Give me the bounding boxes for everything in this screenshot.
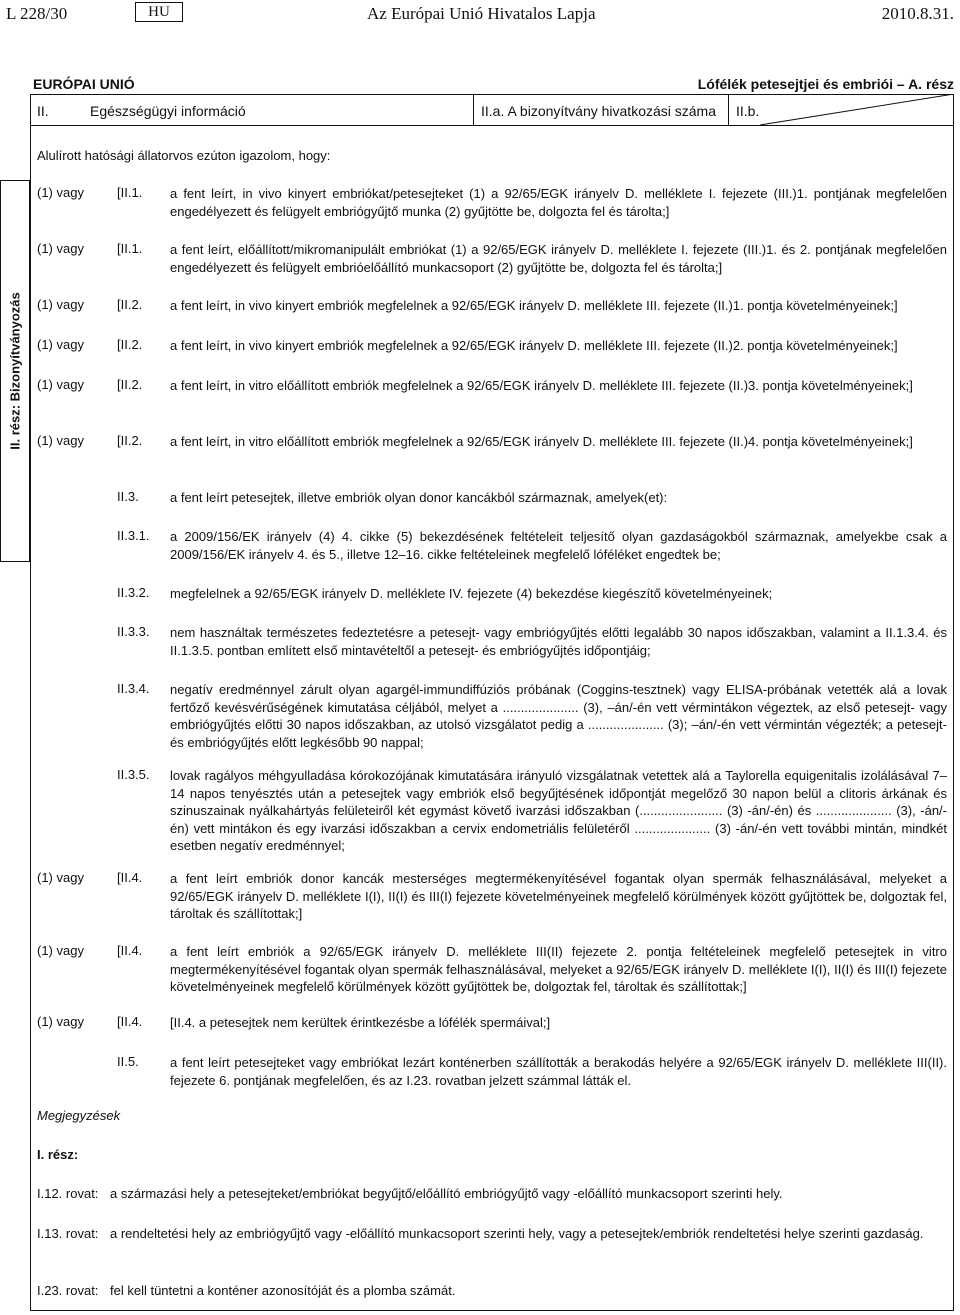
item-alternative-marker: (1) vagy [37, 241, 84, 256]
item-alternative-marker: (1) vagy [37, 1014, 84, 1029]
item-code: [II.4. [117, 1014, 143, 1029]
item-text: a fent leírt, in vivo kinyert embriókat/petesejteket (1) a 92/65/EGK irányelv D. melléklete I. fejezete (III.)1. pontjának megfelelően engedélyezett és felügyelt embriógyűjtő munka (2) gyűjtötte be, dolgozta fel és tárolta;] [170, 186, 947, 219]
reference-b-label: II.b. [736, 103, 760, 119]
publication-date: 2010.8.31. [881, 4, 954, 23]
item-code: II.3.4. [117, 681, 150, 696]
item-code: [II.2. [117, 337, 143, 352]
page-header [0, 0, 960, 34]
item-text: a fent leírt petesejteket vagy embriókat lezárt konténerben szállították a berakodás helyére a 92/65/EGK irányelv D. melléklete III(II). fejezete 6. pontjának megfelelően, és az I.23. rovatban jelzett számmal látták el. [170, 1055, 947, 1088]
part-label: Egészségügyi információ [90, 103, 246, 119]
notes-heading: Megjegyzések [37, 1108, 121, 1123]
reference-number-label: II.a. A bizonyítvány hivatkozási száma [481, 103, 717, 119]
page-ref: L 228/30 [6, 4, 68, 23]
item-text: a fent leírt, előállított/mikromanipulált embriókat (1) a 92/65/EGK irányelv D. melléklete I. fejezete (III.)1. és 2. pontjának megfelelően engedélyezett és felügyelt embrióelőállító munkacsoport (2) gyűjtötte be, dolgozta fel és tárolta;] [170, 242, 947, 275]
item-code: [II.1. [117, 241, 143, 256]
language-badge: HU [135, 2, 183, 22]
journal-title: Az Európai Unió Hivatalos Lapja [367, 4, 596, 23]
item-text: lovak ragályos méhgyulladása kórokozójának kimutatására irányuló vizsgálatnak vetettek alá a Taylorella equigenitalis izolálásával 7–14 napos tenyésztés után a petesejtek vagy embriók első begyűjtésének időpontját megelőző 30 napon belül a clitoris árkának és szinuszainak nyálkahártyás felületeiről két egymást követő ivarzási időszakban (....................... (3) -án/-én) és ..................... (3), -án/-én) vett mintákon és egy ivarzási időszakban a cervix endometriális felületéről ..................... (3) -án/-én vett további mintán, mindkét esetben negatív eredménnyel; [170, 768, 947, 853]
item-text: nem használtak természetes fedeztetésre a petesejt- vagy embriógyűjtés előtti legalább 30 napos időszakban, valamint a II.1.3.4. és II.1.3.5. pontban említett első mintavételtől a petesejt- és embriógyűjtés időpontjáig; [170, 625, 947, 658]
item-code: [II.2. [117, 433, 143, 448]
item-code: II.3. [117, 489, 139, 504]
item-text: megfelelnek a 92/65/EGK irányelv D. melléklete IV. fejezete (4) bekezdése kiegészítő követelményeinek; [170, 586, 773, 601]
item-code: II.3.1. [117, 528, 150, 543]
intro-text: Alulírott hatósági állatorvos ezúton igazolom, hogy: [37, 148, 331, 163]
note-text: a származási hely a petesejteket/embriókat begyűjtő/előállító embriógyűjtő vagy -előállító munkacsoport szerinti hely. [110, 1186, 783, 1201]
item-text: a fent leírt, in vitro előállított embriók megfelelnek a 92/65/EGK irányelv D. melléklete III. fejezete (II.)4. pontja követelményeinek;] [170, 434, 913, 449]
item-text: a fent leírt petesejtek, illetve embriók olyan donor kancákból származnak, amelyek(et): [170, 490, 668, 505]
org-name: EURÓPAI UNIÓ [33, 76, 135, 92]
item-alternative-marker: (1) vagy [37, 870, 84, 885]
item-alternative-marker: (1) vagy [37, 337, 84, 352]
item-alternative-marker: (1) vagy [37, 185, 84, 200]
item-code: [II.2. [117, 297, 143, 312]
note-label: I.12. rovat: [37, 1186, 99, 1201]
item-text: a fent leírt, in vivo kinyert embriók megfelelnek a 92/65/EGK irányelv D. melléklete III. fejezete (II.)1. pontja követelményeinek;] [170, 298, 898, 313]
notes-part-label: I. rész: [37, 1147, 79, 1162]
note-label: I.23. rovat: [37, 1283, 99, 1298]
item-alternative-marker: (1) vagy [37, 943, 84, 958]
side-label: II. rész: Bizonyítványozás [7, 292, 23, 450]
item-alternative-marker: (1) vagy [37, 297, 84, 312]
item-alternative-marker: (1) vagy [37, 377, 84, 392]
note-text: a rendeltetési hely az embriógyűjtő vagy -előállító munkacsoport szerinti hely, vagy a petesejtek/embriók rendeltetési helye szerinti gazdaság. [110, 1226, 924, 1241]
note-text: fel kell tüntetni a konténer azonosítóját és a plomba számát. [110, 1283, 456, 1298]
item-text: a fent leírt, in vivo kinyert embriók megfelelnek a 92/65/EGK irányelv D. melléklete III. fejezete (II.)2. pontja követelményeinek;] [170, 338, 898, 353]
item-text: a 2009/156/EK irányelv (4) 4. cikke (5) bekezdésének feltételeit teljesítő olyan gazdaságokból származnak, amelyekbe csak a 2009/156/EK irányelv 4. és 5., illetve 12–16. cikke feltételeinek megfelelő lóféléket engedtek be; [170, 529, 947, 562]
item-text: negatív eredménnyel zárult olyan agargél-immundiffúziós próbának (Coggins-tesztnek) vagy ELISA-próbának vetették alá a lovak fertőző kevésvérűségének kimutatása céljából, melyet a ..................... (3), –án/-én vett vérmintákon végeztek, az első petesejt- vagy embriógyűjtés előtti 30 napos időszakban, az utolsó vizsgálatot pedig a ..................... (3); –án/-én vett vérmintán végezték; a petesejt- és embriógyűjtés előtt legkésőbb 90 nappal; [170, 682, 947, 750]
item-text: a fent leírt, in vitro előállított embriók megfelelnek a 92/65/EGK irányelv D. melléklete III. fejezete (II.)3. pontja követelményeinek;] [170, 378, 913, 393]
item-code: [II.4. [117, 943, 143, 958]
part-number: II. [37, 103, 49, 119]
divider [473, 94, 474, 125]
item-code: [II.1. [117, 185, 143, 200]
item-alternative-marker: (1) vagy [37, 433, 84, 448]
certificate-title: Lófélék petesejtjei és embriói – A. rész [697, 76, 954, 92]
divider [728, 94, 729, 125]
item-code: II.3.2. [117, 585, 150, 600]
side-label-box [0, 180, 30, 562]
item-text: a fent leírt embriók donor kancák mesterséges megtermékenyítésével fogantak olyan spermák felhasználásával, melyeket a 92/65/EGK irányelv D. melléklete I(I), II(I) és III(I) fejezete követelményeinek megfelelő körülmények között gyűjtöttek be, dolgoztak fel, tároltak és szállítottak;] [170, 871, 947, 921]
item-code: [II.4. [117, 870, 143, 885]
item-text: [II.4. a petesejtek nem kerültek érintkezésbe a lófélék spermáival;] [170, 1015, 551, 1030]
reference-diagonal [760, 94, 954, 125]
note-label: I.13. rovat: [37, 1226, 99, 1241]
item-code: II.3.5. [117, 767, 150, 782]
section-header-row [30, 94, 954, 126]
item-code: [II.2. [117, 377, 143, 392]
item-code: II.3.3. [117, 624, 150, 639]
item-code: II.5. [117, 1054, 139, 1069]
item-text: a fent leírt embriók a 92/65/EGK irányelv D. melléklete III(II) fejezete 2. pontja feltételeinek megfelelő petesejtek in vitro megtermékenyítésével fogantak olyan spermák felhasználásával, melyeket a 92/65/EGK irányelv D. melléklete I(I), II(I) és III(I) fejezete követelményeinek megfelelő körülmények között gyűjtöttek be, dolgoztak fel, tároltak és szállítottak;] [170, 944, 947, 994]
